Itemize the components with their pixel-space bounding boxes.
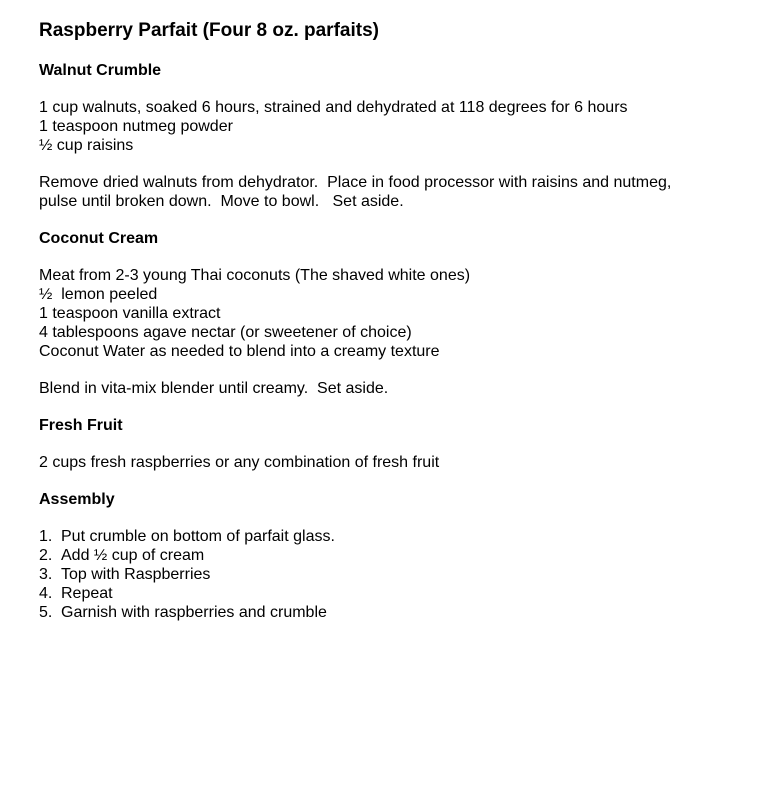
section-heading-fresh-fruit: Fresh Fruit: [39, 417, 123, 434]
ingredient-line: 1 teaspoon nutmeg powder: [39, 118, 233, 135]
ingredient-line: 4 tablespoons agave nectar (or sweetener of choice): [39, 324, 412, 341]
section-heading-assembly: Assembly: [39, 491, 115, 508]
coconut-cream-ingredients: [39, 266, 759, 361]
step-text: Top with Raspberries: [61, 566, 211, 583]
section-heading-walnut-crumble: Walnut Crumble: [39, 62, 162, 79]
ingredient-line: ½ cup raisins: [39, 137, 134, 154]
instruction-line: Blend in vita-mix blender until creamy. Set aside.: [39, 380, 389, 397]
instruction-line: Remove dried walnuts from dehydrator. Place in food processor with raisins and nutmeg,: [39, 174, 672, 191]
assembly-step: [39, 546, 759, 565]
ingredient-line: Meat from 2-3 young Thai coconuts (The shaved white ones): [39, 267, 471, 284]
assembly-step: [39, 565, 759, 584]
ingredient-line: 2 cups fresh raspberries or any combination of fresh fruit: [39, 454, 440, 471]
step-text: Put crumble on bottom of parfait glass.: [61, 528, 335, 545]
instruction-line: pulse until broken down. Move to bowl. Set aside.: [39, 193, 404, 210]
ingredient-line: 1 cup walnuts, soaked 6 hours, strained and dehydrated at 118 degrees for 6 hours: [39, 99, 628, 116]
step-text: Garnish with raspberries and crumble: [61, 604, 327, 621]
step-text: Add ½ cup of cream: [61, 547, 205, 564]
ingredient-line: 1 teaspoon vanilla extract: [39, 305, 221, 322]
section-heading-coconut-cream: Coconut Cream: [39, 230, 159, 247]
step-number: 4.: [39, 585, 53, 602]
ingredient-line: Coconut Water as needed to blend into a creamy texture: [39, 343, 440, 360]
step-number: 1.: [39, 528, 53, 545]
recipe-document: [39, 19, 759, 622]
coconut-cream-instructions: [39, 379, 759, 398]
step-number: 2.: [39, 547, 53, 564]
recipe-title: Raspberry Parfait (Four 8 oz. parfaits): [39, 20, 379, 41]
assembly-step: [39, 603, 759, 622]
fresh-fruit-ingredients: [39, 453, 759, 472]
assembly-step: [39, 584, 759, 603]
ingredient-line: ½ lemon peeled: [39, 286, 158, 303]
walnut-crumble-ingredients: [39, 98, 759, 155]
walnut-crumble-instructions: [39, 173, 759, 211]
step-number: 3.: [39, 566, 53, 583]
step-number: 5.: [39, 604, 53, 621]
step-text: Repeat: [61, 585, 113, 602]
assembly-steps: [39, 527, 759, 622]
assembly-step: [39, 527, 759, 546]
